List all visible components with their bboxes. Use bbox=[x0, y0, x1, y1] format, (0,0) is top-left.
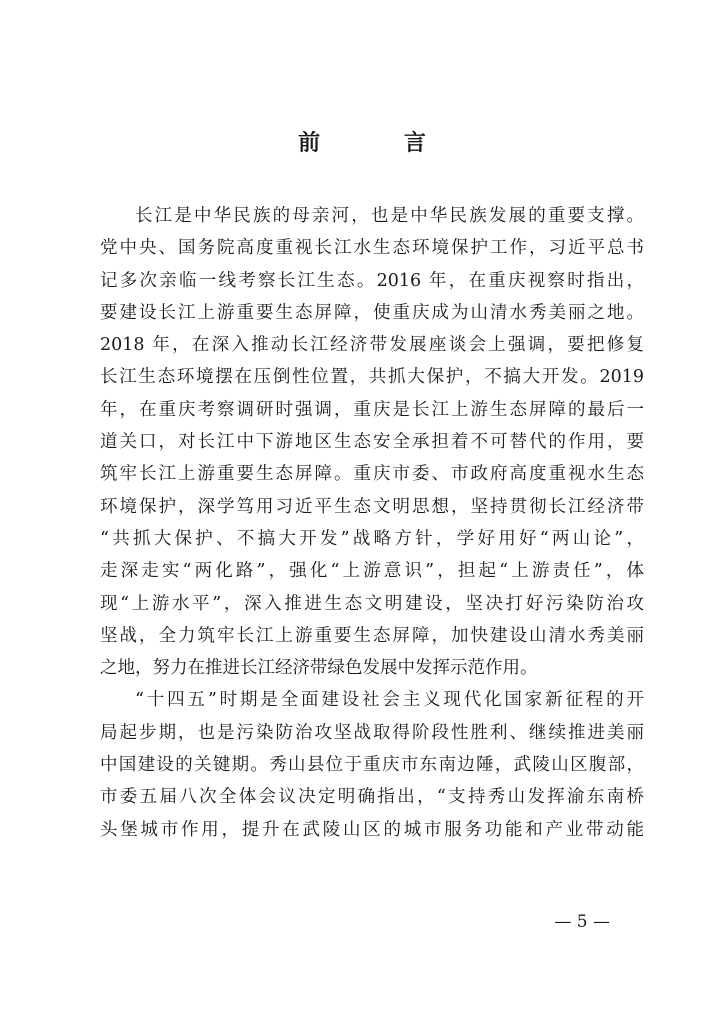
text-line: 长江是中华民族的母亲河，也是中华民族发展的重要支撑。 bbox=[135, 206, 644, 226]
text-line: 长江生态环境摆在压倒性位置，共抓大保护，不搞大开发。2019 bbox=[100, 367, 644, 388]
text-line: 之地，努力在推进长江经济带绿色发展中发挥示范作用。 bbox=[100, 658, 538, 679]
text-line: “十四五”时期是全面建设社会主义现代化国家新征程的开 bbox=[135, 690, 644, 711]
text-line: 局起步期，也是污染防治攻坚战取得阶段性胜利、继续推进美丽 bbox=[100, 722, 644, 743]
page-number: — 5 — bbox=[554, 912, 610, 932]
text-line: 要建设长江上游重要生态屏障，使重庆成为山清水秀美丽之地。 bbox=[100, 302, 644, 323]
text-line: 走深走实“两化路”，强化“上游意识”，担起“上游责任”，体 bbox=[100, 561, 644, 582]
body-text bbox=[100, 200, 644, 846]
text-line: 记多次亲临一线考察长江生态。2016 年，在重庆视察时指出， bbox=[100, 270, 644, 291]
text-line: 道关口，对长江中下游地区生态安全承担着不可替代的作用，要 bbox=[100, 432, 644, 453]
text-line: 环境保护，深学笃用习近平生态文明思想，坚持贯彻长江经济带 bbox=[100, 496, 644, 517]
text-line: 中国建设的关键期。秀山县位于重庆市东南边陲，武陵山区腹部， bbox=[100, 755, 644, 776]
text-line: 坚战，全力筑牢长江上游重要生态屏障，加快建设山清水秀美丽 bbox=[100, 625, 644, 646]
page-title: 前 言 bbox=[298, 131, 464, 156]
text-line: 头堡城市作用，提升在武陵山区的城市服务功能和产业带动能 bbox=[100, 819, 644, 840]
text-line: 现“上游水平”，深入推进生态文明建设，坚决打好污染防治攻 bbox=[100, 593, 644, 614]
text-line: 2018 年，在深入推动长江经济带发展座谈会上强调，要把修复 bbox=[100, 335, 644, 356]
text-line: 筑牢长江上游重要生态屏障。重庆市委、市政府高度重视水生态 bbox=[100, 464, 644, 485]
text-line: “共抓大保护、不搞大开发”战略方针，学好用好“两山论”， bbox=[100, 528, 644, 549]
text-line: 党中央、国务院高度重视长江水生态环境保护工作，习近平总书 bbox=[100, 238, 644, 259]
text-line: 年，在重庆考察调研时强调，重庆是长江上游生态屏障的最后一 bbox=[100, 399, 644, 420]
text-line: 市委五届八次全体会议决定明确指出，“支持秀山发挥渝东南桥 bbox=[100, 787, 644, 808]
